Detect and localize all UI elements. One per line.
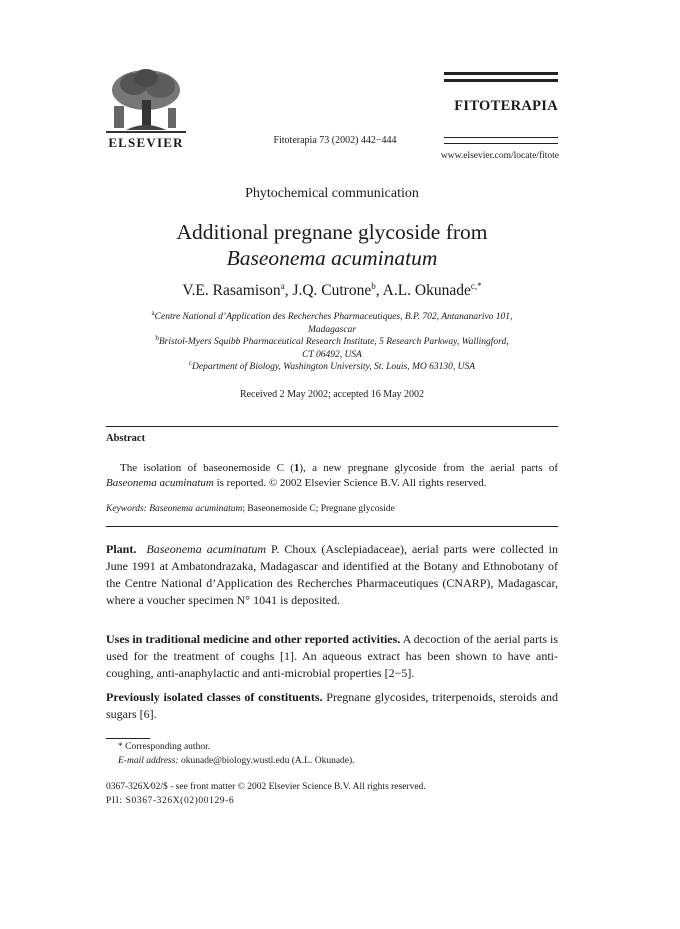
para-text: A decoction of the aerial parts is used for the treatment of coughs [1]. An aqueous extract has been shown to have anti-coughing, anti-anaphylactic and anti-microbial properties [2−5]. [106,632,559,680]
section-label: Phytochemical communication [245,186,419,201]
corresponding-note: * Corresponding author. [118,742,211,752]
author-sup: b [371,281,376,291]
author-name: V.E. Rasamison [182,282,281,300]
tree-logo-icon [106,66,186,136]
publisher-name: ELSEVIER [108,135,184,150]
abstract-part: The isolation of baseonemoside C ( [120,462,294,474]
author-sup: a [280,281,285,291]
keywords-line [106,504,558,514]
journal-name: FITOTERAPIA [454,98,558,114]
abstract-rule-bottom [106,526,558,527]
keyword-species: Baseonema acuminatum [149,504,243,514]
author-name: J.Q. Cutrone [292,282,372,300]
author-sup: c,* [470,281,482,291]
keywords-label: Keywords: [106,504,147,514]
abstract-rule-top [106,426,558,427]
compound-number: 1 [293,462,300,474]
aff-line: CT 06492, USA [302,349,362,360]
para-heading: Plant. [106,542,137,556]
abstract-text [106,461,558,490]
author-name: A.L. Okunade [382,282,471,300]
footnote-rule [106,738,150,739]
constituents-paragraph [106,689,558,723]
abstract-heading: Abstract [106,433,146,444]
title-line-1: Additional pregnane glycoside from [176,220,488,244]
header-rule-top-1 [444,72,558,75]
front-matter: 0367-326X⁄02/$ - see front matter © 2002 Elsevier Science B.V. All rights reserved. [106,782,426,792]
pii-line: PII: S0367-326X(02)00129-6 [106,796,235,806]
email-note [118,756,355,766]
species-name: Baseonema acuminatum [146,542,267,556]
aff-line: Centre National d’Application des Recherches Pharmaceutiques, B.P. 702, Antananarivo 101, [154,312,513,323]
email-address[interactable]: okunade@biology.wustl.edu (A.L. Okunade). [178,756,355,766]
aff-line: Bristol-Myers Squibb Pharmaceutical Research Institute, 5 Research Parkway, Wallingford, [158,337,509,348]
abstract-part: is reported. © 2002 Elsevier Science B.V. All rights reserved. [213,476,487,489]
affiliation-c [106,357,558,374]
keywords-rest: ; Baseonemoside C; Pregnane glycoside [242,504,395,514]
author-list: V.E. Rasamison$^a$, J.Q. Cutrone$^b$, A.L. Okunade$^{c,*}$ [182,281,482,300]
received-dates: Received 2 May 2002; accepted 16 May 2002 [239,389,425,400]
para-heading: Uses in traditional medicine and other reported activities. [106,632,401,646]
email-label: E-mail address: [118,756,179,766]
header-rule-top-2 [444,79,558,82]
header-rule-mid-2 [444,143,558,144]
abstract-part: ), a new pregnane glycoside from the aerial parts of [299,462,558,474]
uses-paragraph [106,631,558,682]
aff-sup: a [151,309,155,317]
header-rule-mid-1 [444,137,558,138]
species-name: Baseonema acuminatum [106,476,214,489]
title-line-2: Baseonema acuminatum [226,246,438,270]
aff-sup: c [188,359,193,367]
journal-url[interactable]: www.elsevier.com/locate/fitote [440,151,559,161]
article-title [106,219,558,271]
journal-citation: Fitoterapia 73 (2002) 442−444 [273,135,397,146]
plant-paragraph [106,541,558,609]
para-text: P. Choux (Asclepiadaceae), aerial parts were collected in June 1991 at Ambatondrazaka, Madagascar and identified at the Botany and Ethnobotany of the Centre National d’Application des Recherches Pharmaceutiques (CNARP), Madagascar, where a voucher specimen N° 1041 is deposited. [106,542,558,607]
aff-sup: b [155,334,159,342]
para-heading: Previously isolated classes of constituents. [106,690,323,704]
para-text: Pregnane glycosides, triterpenoids, steroids and sugars [6]. [106,690,558,721]
aff-line: Department of Biology, Washington University, St. Louis, MO 63130, USA [192,362,476,373]
aff-line: Madagascar [307,324,357,335]
